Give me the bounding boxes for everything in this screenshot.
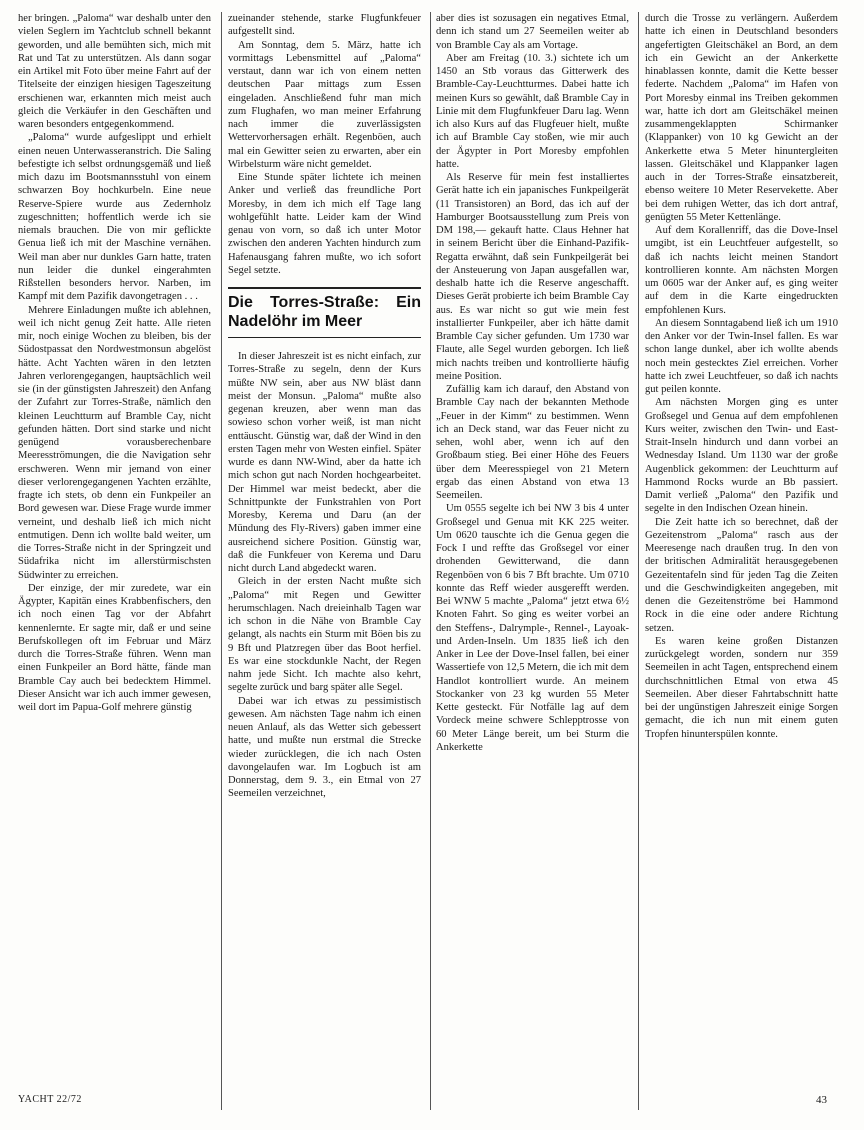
magazine-issue-label: YACHT 22/72 <box>18 1094 82 1105</box>
page-number: 43 <box>816 1094 827 1106</box>
paragraph: Der einzige, der mir zuredete, war ein Ägypter, Kapitän eines Krabbenfischers, den ich noch einen Tag vor der Abfahrt kennenlernte. Er sagte mir, daß er und seine Berufskollegen oft im Februar und März durch die Torres-Straße führen. Wenn man einen Funkpeiler an Bord hätte, fände man Bramble Cay auch bei bedecktem Himmel. Dieser Ansicht war ich auch immer gewesen, weil dort im Papua-Golf mehrere günstig <box>18 582 211 713</box>
paragraph: Aber am Freitag (10. 3.) sichtete ich um 1450 an Stb voraus das Gitterwerk des Bramble-Cay-Leuchtturmes. Dabei hatte ich meinen Kurs so gewählt, daß Bramble Cay in Linie mit dem Flugfunkfeuer Daru lag. Wenn ich also Kurs auf das Flugfeuer hielt, mußte ich auf Bramble Cay stoßen, wie mir auch der Ägypter in Port Moresby empfohlen hatte. <box>436 52 629 170</box>
text-column-3 <box>436 12 629 1110</box>
paragraph: In dieser Jahreszeit ist es nicht einfach, zur Torres-Straße zu segeln, denn der Kurs müßte NW sein, aber aus NW bläst dann meist der Monsun. „Paloma“ mußte also gegenan kreuzen, aber wenn man das sowieso schon vorher weiß, ist man nicht enttäuscht. Günstig war, daß der Wind in den ersten Tagen mehr von Westen einfiel. Später wurde es dann NW-Wind, aber da hatte ich mich schon gut nach Norden hochgearbeitet. Der Himmel war meist bedeckt, aber die Schnittpunkte der Funkstrahlen von Port Moresby, Kerema und Daru (an der Mündung des Fly-Rivers) gaben immer eine ausreichend sichere Position. Günstig war, daß die Funkfeuer von Kerema und Daru nicht durch Land abgedeckt waren. <box>228 351 421 574</box>
paragraph: Gleich in der ersten Nacht mußte sich „Paloma“ mit Regen und Gewitter herumschlagen. Nach dreieinhalb Tagen war ich schon in die Nähe von Bramble Cay gelangt, als nachts ein Sturm mit Böen bis zu 9 Bft und Platzregen über das Boot herfiel. Es war eine stockdunkle Nacht, der Regen nahm jede Sicht. Ich machte also kehrt, segelte zurück und barg später alle Segel. <box>228 576 421 694</box>
article-page <box>18 12 846 1102</box>
column-divider <box>221 12 222 1110</box>
paragraph: aber dies ist sozusagen ein negatives Etmal, denn ich stand um 27 Seemeilen weiter ab von Bramble Cay als am Vortage. <box>436 13 629 51</box>
text-column-2 <box>228 12 421 1110</box>
paragraph: Eine Stunde später lichtete ich meinen Anker und verließ das freundliche Port Moresby, in dem ich mich elf Tage lang wohlgefühlt hatte. Leider kam der Wind genau von vorn, so daß ich unter Motor zwischen den anderen Yachten hindurch zum Hafenausgang fahren mußte, wo ich sofort Segel setzte. <box>228 172 421 276</box>
paragraph: Zufällig kam ich darauf, den Abstand von Bramble Cay nach der bekannten Methode „Feuer in der Kimm“ zu bestimmen. Wenn ich an Deck stand, war das Feuer nicht zu sehen, wohl aber, wenn ich auf den Großbaum stieg. Bei einer Höhe des Feuers über dem Meeresspiegel von 21 Metern ergab das einen Abstand von etwa 13 Seemeilen. <box>436 384 629 501</box>
paragraph: zueinander stehende, starke Flugfunkfeuer aufgestellt sind. <box>228 13 421 38</box>
paragraph: Am nächsten Morgen ging es unter Großsegel und Genua auf dem empfohlenen Kurs weiter, zwischen den Twin- und East-Strait-Inseln hindurch und dann vorbei an Wednesday Island. Um 1130 war der große Augenblick gekommen: der Leuchtturm auf Hammond Rocks wurde an Bb passiert. Damit verließ „Paloma“ den Pazifik und segelte in den Indischen Ozean hinein. <box>645 397 838 515</box>
paragraph: „Paloma“ wurde aufgeslippt und erhielt einen neuen Unterwasseranstrich. Die Saling befestigte ich selbst ordnungsgemäß und ließ mich dazu im Bootsmannsstuhl von einem schwarzen Boy hochkurbeln. Eine neue Reserve-Spiere wurde aus Zedernholz zugeschnitten; hoffentlich werde ich sie niemals brauchen. Die von mir geflickte Genua ließ ich mit der Maschine vernähen. Weil man aber nur dunkles Garn hatte, traten nun leider die dunkel eingerahmten Rißstellen besonders hervor. Narben, im Kampf mit dem Pazifik davongetragen . . . <box>18 132 211 303</box>
paragraph: her bringen. „Paloma“ war deshalb unter den vielen Seglern im Yachtclub schnell bekannt geworden, und alle bemühten sich, mich mit Rat und Tat zu unterstützen. Als dann sogar ein Artikel mit Foto über meine Fahrt auf der Titelseite der einzigen hiesigen Tageszeitung erschienen war, erkannten mich meist auch gleich die Verkäufer in den Geschäften und waren besonders entgegenkommend. <box>18 13 211 130</box>
paragraph: Mehrere Einladungen mußte ich ablehnen, weil ich nicht genug Zeit hatte. Alle rieten mir, noch einige Wochen zu bleiben, bis der Südostpassat den Nordwestmonsun abgelöst hätte. Acht Yachten wären in den letzten Jahren verlorengegangen, hauptsächlich weil sie (in der günstigsten Jahreszeit) den Anfang der Zufahrt zur Torres-Straße, nämlich den kleinen Leuchtturm auf Bramble Cay, nicht gefunden hätten. Dort sind starke und nicht genügend vorausberechenbare Meeresströmungen, die die Navigation sehr erschweren. Wenn mir jemand von einer dieser verlorengegangenen Yachten erzählte, fragte ich stets, ob denn ein Funkpeiler an Bord gewesen war. Diese Frage wurde immer verneint, und deshalb ließ ich mich nicht entmutigen. Denn ich wollte bald weiter, um die Torres-Straße nicht in der Springzeit und Südafrika nicht im allerstürmischsten Südwinter zu erreichen. <box>18 304 211 581</box>
paragraph: durch die Trosse zu verlängern. Außerdem hatte ich einen in Deutschland besonders angefertigten Gleitschäkel an Bord, an dem ich ein Gewicht an der Ankerkette hinablassen konnte, damit die Kette besser federte. Nachdem „Paloma“ im Hafen von Port Moresby einmal ins Treiben gekommen war, hatte ich dort am Gleitschäkel meinen zusammengeklappten Schirmanker (Klappanker) von 10 kg Gewicht an der Ankerkette etwa 5 Meter hinuntergleiten lassen. Gleitschäkel und Klappanker lagen auch in der Torres-Straße einsatzbereit, ebenso weitere 10 Meter Reservekette. Aber bei dem ruhigen Wetter, das ich dort antraf, genügten 55 Meter Kettenlänge. <box>645 13 838 223</box>
column-divider <box>638 12 639 1110</box>
column-divider <box>430 12 431 1110</box>
section-headline: Die Torres-Straße: Ein Nadelöhr im Meer <box>228 294 421 330</box>
section-headline-box <box>228 287 421 338</box>
paragraph: Die Zeit hatte ich so berechnet, daß der Gezeitenstrom „Paloma“ rasch aus der Meeresenge nach draußen trug. In den von der britischen Admiralität herausgegebenen Gezeitentafeln sind für jeden Tag die Zeiten und die Geschwindigkeiten angegeben, mit denen die Gezeitenströme bei Hammond Rock in die eine oder andere Richtung setzen. <box>645 516 838 634</box>
paragraph: An diesem Sonntagabend ließ ich um 1910 den Anker vor der Twin-Insel fallen. Es war schon lange dunkel, aber ich wollte abends noch mein gestecktes Ziel erreichen. Vorher hatte ich zwei Leuchtfeuer, so daß ich nachts gut peilen konnte. <box>645 317 838 395</box>
text-column-1 <box>18 12 211 1110</box>
paragraph: Auf dem Korallenriff, das die Dove-Insel umgibt, ist ein Leuchtfeuer aufgestellt, so daß ich nachts leicht meinen Standort kontrollieren konnte. Am nächsten Morgen um 0605 war der Anker auf, es ging weiter auf dem in die Karte eingedruckten empfohlenen Kurs. <box>645 225 838 316</box>
paragraph: Um 0555 segelte ich bei NW 3 bis 4 unter Großsegel und Genua mit KK 225 weiter. Um 0620 tauschte ich die Genua gegen die Fock I und reffte das Großsegel vor einer drohenden Gewitterwand, die dann Regenböen von 6 bis 7 Bft brachte. Um 0710 konnte das Reff wieder ausgerefft werden. Bei WNW 5 machte „Paloma“ jetzt etwa 6½ Knoten Fahrt. So ging es weiter vorbei an den Steffens-, Dalrymple-, Rennel-, Layoak- und Arden-Inseln. Um 1835 ließ ich den Anker in Lee der Dove-Insel fallen, bei einer Wassertiefe von 12,5 Metern, die ich mit dem Handlot kontrolliert wurde. An meinem Stockanker von 23 kg wurden 55 Meter Kette gesteckt. Für Notfälle lag auf dem Vordeck meine schwere Schlepptrosse von 60 Meter Länge bereit, um bei Sturm die Ankerkette <box>436 503 629 753</box>
text-column-4 <box>645 12 838 1110</box>
paragraph: Es waren keine großen Distanzen zurückgelegt worden, sondern nur 359 Seemeilen in acht Tagen, entsprechend einem durchschnittlichen Etmal von etwa 45 Seemeilen. Aber dieser Fahrtabschnitt hatte bei der ungünstigen Jahreszeit einige Sorgen gemacht, die ich nun mit einem guten Tropfen hinunterspülen konnte. <box>645 635 838 740</box>
paragraph: Am Sonntag, dem 5. März, hatte ich vormittags Lebensmittel auf „Paloma“ verstaut, dann war ich von einem netten deutschen Paar mittags zum Essen eingeladen. Anschließend fuhr man mich zum Flughafen, wo man meiner Erfahrung nach immer die zuverlässigsten Wettervorhersagen erhält. Regenböen, auch mal ein Gewitter seien zu erwarten, aber ein Wirbelsturm wäre nicht gemeldet. <box>228 39 421 170</box>
paragraph: Dabei war ich etwas zu pessimistisch gewesen. Am nächsten Tage nahm ich einen neuen Anlauf, als das Wetter sich gebessert hatte, und mußte nun erstmal die Strecke wieder zurücklegen, die ich nach Osten davongelaufen war. Im Logbuch ist am Donnerstag, dem 9. 3., ein Etmal von 27 Seemeilen verzeichnet, <box>228 695 421 800</box>
paragraph: Als Reserve für mein fest installiertes Gerät hatte ich ein japanisches Funkpeilgerät (11 Transistoren) an Bord, das ich auf der Hamburger Bootsausstellung zum Preis von DM 198,— gekauft hatte. Claus Hehner hat in seinem Bericht über die Einhand-Pazifik-Regatta erwähnt, daß sein Funkpeilgerät bei der Ansteuerung von Japan ausgefallen war, deshalb hatte ich die Reserve angeschafft. Dieses Gerät probierte ich beim Bramble Cay aus. Es war nicht so gut wie mein fest installierter Funkpeiler, aber ich hätte damit Bramble Cay sicher gefunden. Um 1730 war Flaute, alle Segel wurden geborgen. Ich ließ mich nachts treiben und kontrollierte häufig meine Position. <box>436 172 629 382</box>
